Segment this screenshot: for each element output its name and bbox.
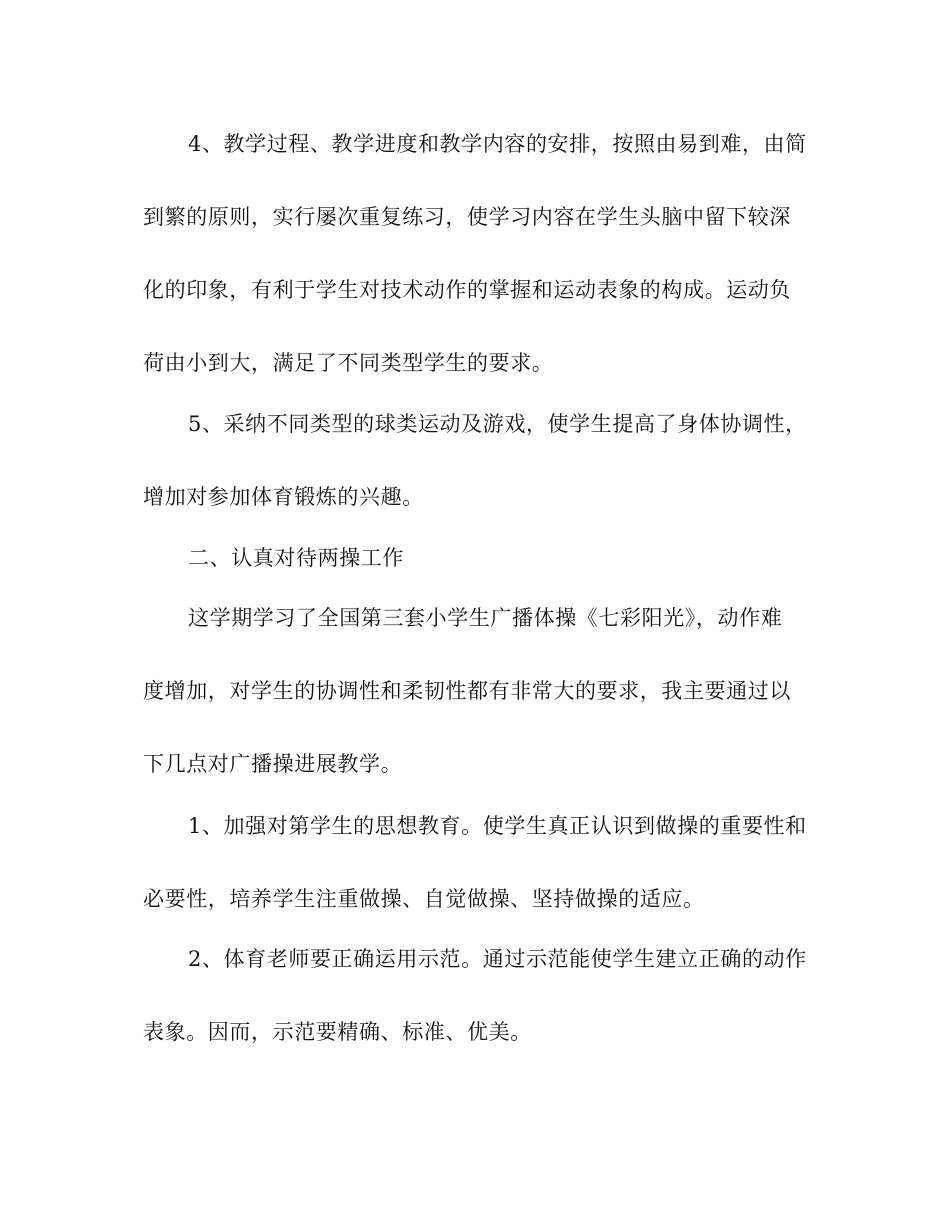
paragraph-exercise-line-3: 下几点对广播操进展教学。 [143, 752, 403, 776]
paragraph-4-line-2: 到繁的原则，实行屡次重复练习，使学习内容在学生头脑中留下较深 [143, 205, 791, 229]
paragraph-5-line-2: 增加对参加体育锻炼的兴趣。 [143, 485, 424, 509]
item-2-line-2: 表象。因而，示范要精确、标准、优美。 [143, 1020, 532, 1044]
section-heading: 二、认真对待两操工作 [188, 546, 404, 570]
paragraph-4-line-4: 荷由小到大，满足了不同类型学生的要求。 [143, 351, 554, 375]
item-2-line-1: 2、体育老师要正确运用示范。通过示范能使学生建立正确的动作 [188, 947, 807, 971]
paragraph-exercise-line-2: 度增加，对学生的协调性和柔韧性都有非常大的要求，我主要通过以 [143, 679, 791, 703]
paragraph-4-line-3: 化的印象，有利于学生对技术动作的掌握和运动表象的构成。运动负 [143, 278, 791, 302]
paragraph-4-line-1: 4、教学过程、教学进度和教学内容的安排，按照由易到难，由简 [188, 132, 807, 156]
item-1-line-1: 1、加强对第学生的思想教育。使学生真正认识到做操的重要性和 [188, 814, 807, 838]
item-1-line-2: 必要性，培养学生注重做操、自觉做操、坚持做操的适应。 [143, 887, 705, 911]
paragraph-5-line-1: 5、采纳不同类型的球类运动及游戏，使学生提高了身体协调性， [188, 412, 807, 436]
paragraph-exercise-line-1: 这学期学习了全国第三套小学生广播体操《七彩阳光》，动作难 [188, 606, 783, 630]
